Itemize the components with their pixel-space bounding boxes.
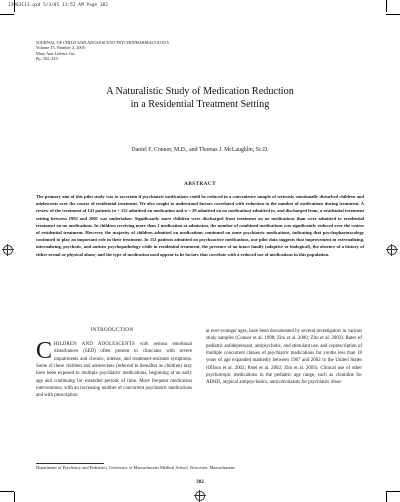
registration-mark-icon (386, 244, 398, 256)
abstract-text: The primary aim of this pilot study was to ascertain if psychiatric medications could be reduced in a convenience sample of seriously emotionally disturbed children and adolescents over the course of residential treatment. We also sought to understand factors correlated with reduction in the number of medications during treatment. A review of the treatment of 141 patients (n = 112 admitted on medication and n = 29 admitted on no medication) admitted to, and discharged from, a residential treatment setting between 1992 and 2001 was undertaken. Significantly more children were discharged from treatment on no medications than were admitted to residential treatment on no medications. In children receiving more than 1 medication at admission, the number of combined medications was significantly reduced over the course of residential treatment. However, the majority of children admitted on medications continued on some psychiatric medications, indicating that psychopharmacology continued to play an important role in their treatment. In 112 patients admitted on psychoactive medications, our pilot data suggests that improvement in externalizing, internalizing, psychotic, and autistic psychopathology while in residential treatment, the presence of an intact family (adoptive or biological), the absence of a history of either sexual or physical abuse, and the type of medication used appear to be factors that correlate with a reduced use of medications in this population. (36, 194, 364, 257)
crop-mark (386, 492, 387, 502)
journal-volume: Volume 15, Number 2, 2005 (36, 45, 85, 51)
print-slug: 13903C13.qxd 5/3/05 11:52 AM Page 302 (8, 2, 109, 7)
introduction-heading: INTRODUCTION (90, 327, 134, 333)
abstract-heading: ABSTRACT (183, 181, 217, 187)
authors: Daniel F. Connor, M.D., and Thomas J. McLaughlin, Sc.D. (131, 147, 269, 153)
crop-mark (386, 491, 400, 492)
journal-publisher: Mary Ann Liebert, Inc. (36, 50, 76, 56)
crop-mark (14, 492, 15, 502)
intro-left-column (36, 338, 192, 400)
drop-cap: C (36, 338, 53, 364)
registration-mark-icon (2, 244, 14, 256)
article-title-line-2: in a Residential Treatment Setting (130, 99, 270, 110)
journal-pages: Pp. 302–310 (36, 56, 58, 62)
footnote-rule (36, 463, 104, 464)
article-title-line-1: A Naturalistic Study of Medication Reduction (106, 86, 294, 97)
journal-info (36, 40, 170, 62)
crop-mark (386, 0, 387, 12)
journal-name: JOURNAL OF CHILD AND ADOLESCENT PSYCHOPHARMACOLOGY (36, 40, 170, 45)
crop-mark (0, 14, 14, 15)
registration-mark-icon (194, 490, 206, 502)
lead-in-smallcaps: HILDREN AND ADOLESCENTS (54, 342, 135, 347)
page-number: 302 (196, 479, 204, 485)
crop-mark (0, 491, 14, 492)
crop-mark (386, 14, 400, 15)
affiliation-footnote: Department of Psychiatry and Pediatrics, University of Massachusetts Medical School, Worcester, Massachusetts. (36, 465, 236, 470)
intro-right-column: at ever-younger ages, have been documented by several investigators in various study samples (Connor et al. 1998; Zito et al. 2000; Zito et al. 2003). Rates of pediatric antidepressant, antipsychotic, and stimulant use, and coprescription of multiple concurrent classes of psychiatric medications for youths less than 18 years of age expanded markedly between 1987 and 2002 in the United States (Olfson et al. 2002; Patel et al. 2002; Zito et al. 2003). Clinical use of other psychotropic medications in the pediatric age range, such as clonidine for ADHD, atypical antipsychotics, anticonvulsants for psychiatric disor- (206, 329, 362, 386)
intro-left-text: with serious emotional disturbances (SED) often present to clinicians with severe impairments and chronic, intense, and treatment-resistant symptoms. Some of these children and adolescents (referred to hereafter as children) may have been exposed to multiple psychiatric medications, beginning at an early age and continuing for extended periods of time. More frequent medication interventions, with an increasing number of concurrent psychiatric medications and with prescription (36, 342, 192, 399)
